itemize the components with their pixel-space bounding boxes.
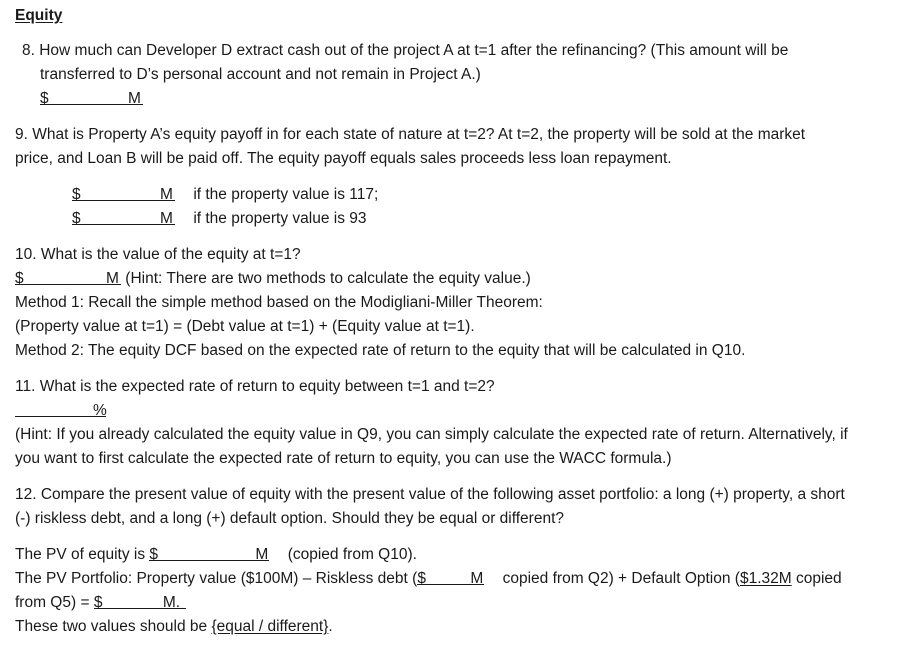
q12-pv-equity-currency: $: [149, 546, 159, 563]
q11-answer-blank[interactable]: [15, 401, 106, 417]
q12-default-option-value: $1.32M: [739, 570, 792, 587]
q9-answer-row-1: [72, 185, 378, 205]
q9-answer-row-2: [72, 209, 367, 229]
q12-conclusion: [15, 617, 333, 637]
q12-pv-equity-prefix: The PV of equity is: [15, 546, 150, 563]
q12-portfolio-unit: M: [470, 570, 484, 587]
q12-pv-equity-blank[interactable]: [149, 545, 269, 561]
q8-currency: $: [40, 90, 49, 107]
q12-portfolio-total-blank[interactable]: [94, 593, 186, 609]
q10-text-line1: 10. What is the value of the equity at t=1?: [15, 246, 301, 263]
q8-unit: M: [128, 90, 141, 107]
q11-text-line1: 11. What is the expected rate of return to equity between t=1 and t=2?: [15, 378, 495, 395]
q10-method2: Method 2: The equity DCF based on the expected rate of return to the equity that will be calculated in Q10.: [15, 342, 746, 359]
q9-text-line1: 9. What is Property A’s equity payoff in for each state of nature at t=2? At t=2, the property will be sold at the market: [15, 126, 806, 143]
q12-text-line2: (-) riskless debt, and a long (+) default option. Should they be equal or different?: [15, 510, 565, 527]
q12-conclusion-suffix: .: [328, 618, 333, 635]
q10-formula: (Property value at t=1) = (Debt value at t=1) + (Equity value at t=1).: [15, 318, 475, 335]
q10-answer: [15, 269, 531, 289]
q9-condition-1: if the property value is 117;: [193, 186, 379, 203]
q8-answer: [40, 89, 143, 109]
q12-from-unit: M.: [162, 594, 181, 611]
q12-from-prefix: from Q5) =: [15, 594, 94, 611]
q9-currency-1: $: [72, 186, 81, 203]
q12-portfolio-mid: copied from Q2) + Default Option (: [498, 570, 740, 587]
q12-pv-portfolio: [15, 569, 842, 589]
q10-method1: Method 1: Recall the simple method based on the Modigliani-Miller Theorem:: [15, 294, 543, 311]
q9-unit-2: M: [160, 210, 173, 227]
q9-text-line2: price, and Loan B will be paid off. The equity payoff equals sales proceeds less loan repayment.: [15, 150, 672, 167]
q8-text-line2: transferred to D’s personal account and not remain in Project A.): [40, 66, 481, 83]
q12-text-line1: 12. Compare the present value of equity with the present value of the following asset portfolio: a long (+) property, a short: [15, 486, 845, 503]
q12-portfolio-prefix: The PV Portfolio: Property value ($100M) – Riskless debt (: [15, 570, 418, 587]
q9-unit-1: M: [160, 186, 173, 203]
q10-unit: M: [106, 270, 119, 287]
q9-answer-blank-2[interactable]: [72, 209, 175, 225]
q12-pv-equity-unit: M: [255, 546, 269, 563]
q12-portfolio-currency: $: [417, 570, 426, 587]
q12-from-currency: $: [93, 594, 103, 611]
q9-answer-blank-1[interactable]: [72, 185, 175, 201]
q12-from-q5: [15, 593, 186, 613]
q12-conclusion-prefix: These two values should be: [15, 618, 212, 635]
q11-hint-line1: (Hint: If you already calculated the equity value in Q9, you can simply calculate the expected rate of return. Alternatively, if: [15, 426, 848, 443]
q8-text-line1: 8. How much can Developer D extract cash out of the project A at t=1 after the refinancing? (This amount will be: [22, 42, 789, 59]
q11-hint-line2: you want to first calculate the expected rate of return to equity, you can use the WACC formula.): [15, 450, 672, 467]
q12-riskless-debt-blank[interactable]: [417, 569, 484, 585]
q12-pv-equity-suffix: (copied from Q10).: [283, 546, 417, 563]
q11-unit: %: [93, 402, 107, 419]
q10-currency: $: [15, 270, 24, 287]
q8-answer-blank[interactable]: [40, 89, 143, 105]
q12-portfolio-suffix: copied: [791, 570, 842, 587]
q10-hint: (Hint: There are two methods to calculate the equity value.): [121, 270, 531, 287]
q12-conclusion-choice[interactable]: {equal / different}: [211, 618, 329, 635]
q10-answer-blank[interactable]: [15, 269, 121, 285]
q11-answer: [15, 401, 106, 423]
q9-currency-2: $: [72, 210, 81, 227]
q12-pv-equity: [15, 545, 417, 565]
q9-condition-2: if the property value is 93: [193, 210, 367, 227]
section-heading: Equity: [15, 7, 63, 24]
